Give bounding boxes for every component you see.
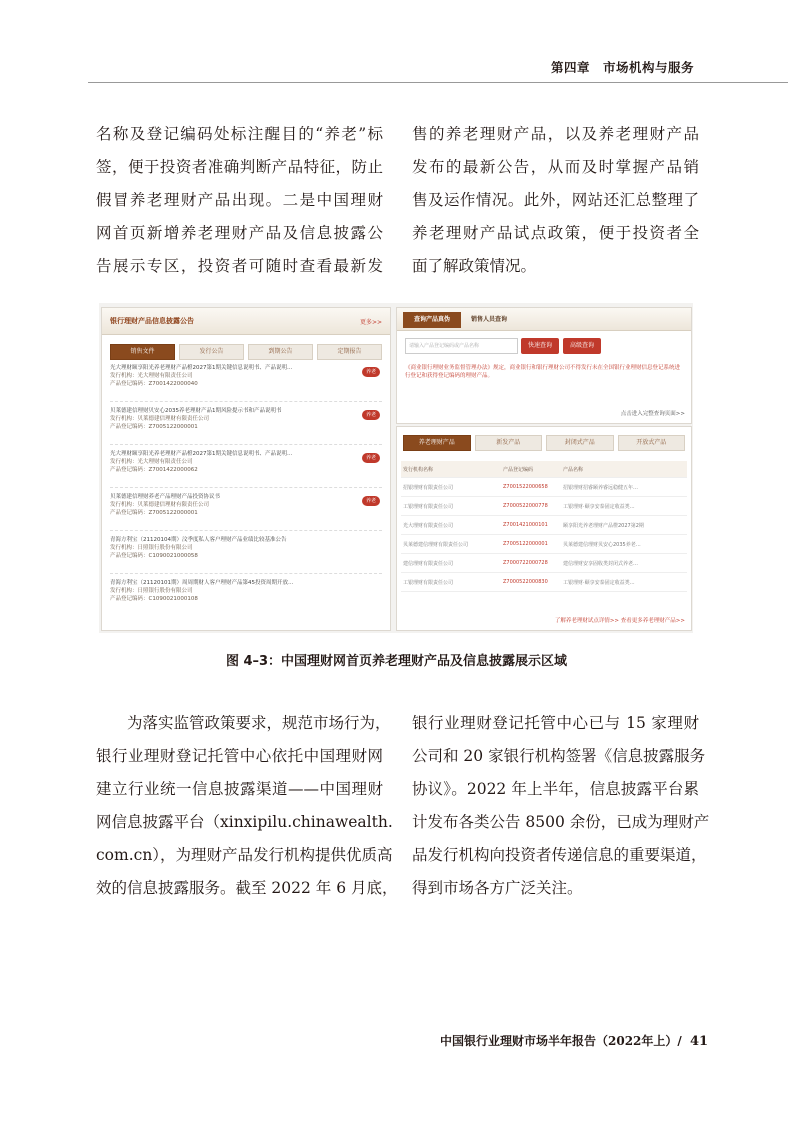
table-row[interactable] (401, 497, 687, 516)
item-code: 产品登记编码：C1090021000058 (110, 553, 198, 559)
regulation-notice: 《商业银行理财业务监督管理办法》规定，商业银行和银行理财公司不得发行未在全国银行业理财信息登记系统进行登记和获得登记编码的理财产品。 (405, 365, 681, 379)
search-input[interactable]: 请输入产品登记编码或产品名称 (405, 338, 518, 354)
table-header (401, 461, 687, 478)
fast-query-button[interactable]: 快速查询 (521, 338, 559, 354)
figure-screenshot (99, 303, 693, 633)
text-line: 得到市场各方广泛关注。 (412, 879, 583, 897)
table-cell: 招银理财有限责任公司 (403, 484, 454, 491)
item-title: 光大理财颐享阳光养老理财产品橙2027第1期关键信息说明书、产品说明… (110, 365, 293, 371)
text-line: 售的养老理财产品，以及养老理财产品 (412, 125, 699, 143)
panel-header (102, 308, 390, 335)
item-issuer: 发行机构：光大理财有限责任公司 (110, 459, 193, 465)
text-line: 发布的最新公告，从而及时掌握产品销 (412, 158, 699, 176)
running-head: 第四章 市场机构与服务 (551, 60, 695, 75)
pension-badge: 养老 (362, 453, 380, 463)
list-item[interactable] (110, 450, 382, 488)
panel-title: 银行理财产品信息披露公告 (110, 317, 194, 325)
item-code: 产品登记编码：C1090021000108 (110, 596, 198, 602)
item-title: 贝莱德建信理财贝安心2035养老理财产品1期风险提示书和产品说明书 (110, 408, 282, 414)
table-cell: 贝莱德建信理财有限责任公司 (403, 541, 469, 548)
text-line: 养老理财产品试点政策，便于投资者全 (412, 224, 699, 242)
table-cell: Z7001522000658 (503, 484, 548, 490)
authenticity-query-panel (396, 307, 692, 424)
table-cell: 贝莱德建信理财贝安心2035养老… (563, 541, 641, 548)
list-item[interactable] (110, 364, 382, 402)
pension-product-table (401, 461, 687, 592)
list-item[interactable] (110, 579, 382, 616)
column-header: 产品登记编码 (503, 466, 534, 473)
text-line: 名称及登记编码处标注醒目的“养老”标 (96, 125, 383, 143)
item-issuer: 发行机构：贝莱德建信理财有限责任公司 (110, 502, 210, 508)
tab-periodic-report[interactable]: 定期报告 (317, 344, 382, 360)
text-line: 签，便于投资者准确判断产品特征，防止 (96, 158, 383, 176)
table-row[interactable] (401, 554, 687, 573)
header-rule (88, 82, 788, 83)
pilot-policy-link[interactable]: 了解养老理财试点详情>> (554, 618, 620, 624)
table-cell: 建信理财安享固收类封闭式养老… (563, 560, 639, 567)
text-line: 为落实监管政策要求，规范市场行为， (96, 714, 391, 732)
table-row[interactable] (401, 516, 687, 535)
text-line: 协议》。2022 年上半年，信息披露平台累 (412, 780, 699, 798)
table-cell: 工银理财有限责任公司 (403, 503, 454, 510)
pension-badge: 养老 (362, 367, 380, 377)
text-line: com.cn），为理财产品发行机构提供优质高 (96, 846, 393, 864)
disclosure-tabs (110, 344, 382, 358)
query-tabs (397, 308, 691, 331)
table-cell: 工银理财有限责任公司 (403, 579, 454, 586)
text-bottom-right (412, 707, 710, 905)
item-code: 产品登记编码：Z7005122000001 (110, 510, 198, 516)
table-cell: 光大理财有限责任公司 (403, 522, 454, 529)
table-cell: 颐享阳光养老理财产品橙2027第2期 (563, 522, 644, 529)
more-products-link[interactable]: 查看更多养老理财产品>> (620, 618, 685, 624)
pension-links (555, 616, 685, 624)
table-cell: Z7000522000830 (503, 579, 548, 585)
text-line: 效的信息披露服务。截至 2022 年 6 月底， (96, 879, 398, 897)
text-top-left (96, 118, 383, 283)
item-code: 产品登记编码：Z7001422000040 (110, 381, 198, 387)
table-cell: 工银理财·颐享安泰固定收益类… (563, 503, 635, 510)
table-cell: 建信理财有限责任公司 (403, 560, 454, 567)
more-link[interactable]: 更多>> (359, 319, 382, 326)
text-line: 售及运作情况。此外，网站还汇总整理了 (412, 191, 699, 209)
tab-new-products[interactable]: 新发产品 (475, 435, 543, 451)
list-item[interactable] (110, 536, 382, 574)
figure-caption: 图 4–3：中国理财网首页养老理财产品及信息披露展示区域 (225, 654, 568, 669)
item-code: 产品登记编码：Z7005122000001 (110, 424, 198, 430)
table-cell: Z7000522000778 (503, 503, 548, 509)
table-cell: 招银理财招睿颐养睿远稳健五年… (563, 484, 639, 491)
page-footer (440, 1032, 708, 1049)
pension-products-panel (396, 426, 692, 631)
text-line: 网信息披露平台（xinxipilu.chinawealth. (96, 813, 393, 831)
column-header: 产品名称 (563, 466, 584, 473)
table-row[interactable] (401, 478, 687, 497)
item-issuer: 发行机构：贝莱德建信理财有限责任公司 (110, 416, 210, 422)
text-bottom-left (96, 707, 398, 905)
item-title: 光大理财颐享阳光养老理财产品橙2027第1期关键信息说明书、产品说明… (110, 451, 293, 457)
item-title: 贝莱德建信理财养老产品理财产品投资协议书 (110, 494, 221, 500)
text-top-right (412, 118, 699, 283)
text-line: 银行业理财登记托管中心已与 15 家理财 (412, 714, 699, 732)
item-issuer: 发行机构：日照银行股份有限公司 (110, 545, 193, 551)
list-item[interactable] (110, 407, 382, 445)
tab-open-products[interactable]: 开放式产品 (618, 435, 686, 451)
text-line: 公司和 20 家银行机构签署《信息披露服务 (412, 747, 706, 765)
text-line: 面了解政策情况。 (412, 257, 537, 275)
item-issuer: 发行机构：光大理财有限责任公司 (110, 373, 193, 379)
tab-product-authenticity[interactable]: 查询产品真伪 (403, 312, 461, 328)
table-cell: Z7000722000728 (503, 560, 548, 566)
item-code: 产品登记编码：Z7001422000062 (110, 467, 198, 473)
item-title: 青海方利宝（21120101期）周周期财人客户理财产品第45投资周期开放… (110, 580, 294, 586)
tab-issue-notice[interactable]: 发行公告 (179, 344, 244, 360)
text-line: 计发布各类公告 8500 余份，已成为理财产 (412, 813, 710, 831)
advanced-query-button[interactable]: 高级查询 (563, 338, 601, 354)
tab-closed-products[interactable]: 封闭式产品 (546, 435, 614, 451)
table-row[interactable] (401, 573, 687, 592)
table-row[interactable] (401, 535, 687, 554)
table-cell: 工银理财·颐享安泰固定收益类… (563, 579, 635, 586)
tab-sales-docs[interactable]: 销售文件 (110, 344, 175, 360)
text-line: 假冒养老理财产品出现。二是中国理财 (96, 191, 383, 209)
column-header: 发行机构名称 (403, 466, 434, 473)
pension-badge: 养老 (362, 410, 380, 420)
text-line: 品发行机构向投资者传递信息的重要渠道， (412, 846, 707, 864)
tab-pension-products[interactable]: 养老理财产品 (403, 435, 471, 451)
tab-sales-staff[interactable]: 销售人员查询 (471, 316, 508, 323)
page-number: 41 (689, 1034, 709, 1049)
item-title: 青海方利宝（21120104期）汶季度私人客户理财产品业绩比较基准公告 (110, 537, 287, 543)
text-line: 告展示专区，投资者可随时查看最新发 (96, 257, 383, 275)
table-cell: Z7001421000101 (503, 522, 548, 528)
product-tabs (403, 435, 685, 449)
table-cell: Z7005122000001 (503, 541, 548, 547)
full-query-link[interactable]: 点击进入完整查询页面>> (620, 411, 685, 417)
footer-title: 中国银行业理财市场半年报告（2022年上）/ (440, 1034, 682, 1048)
list-item[interactable] (110, 493, 382, 531)
text-line: 网首页新增养老理财产品及信息披露公 (96, 224, 383, 242)
pension-badge: 养老 (362, 496, 380, 506)
tab-maturity-notice[interactable]: 到期公告 (248, 344, 313, 360)
item-issuer: 发行机构：日照银行股份有限公司 (110, 588, 193, 594)
text-line: 建立行业统一信息披露渠道——中国理财 (96, 780, 383, 798)
disclosure-panel (101, 307, 391, 631)
text-line: 银行业理财登记托管中心依托中国理财网 (96, 747, 383, 765)
